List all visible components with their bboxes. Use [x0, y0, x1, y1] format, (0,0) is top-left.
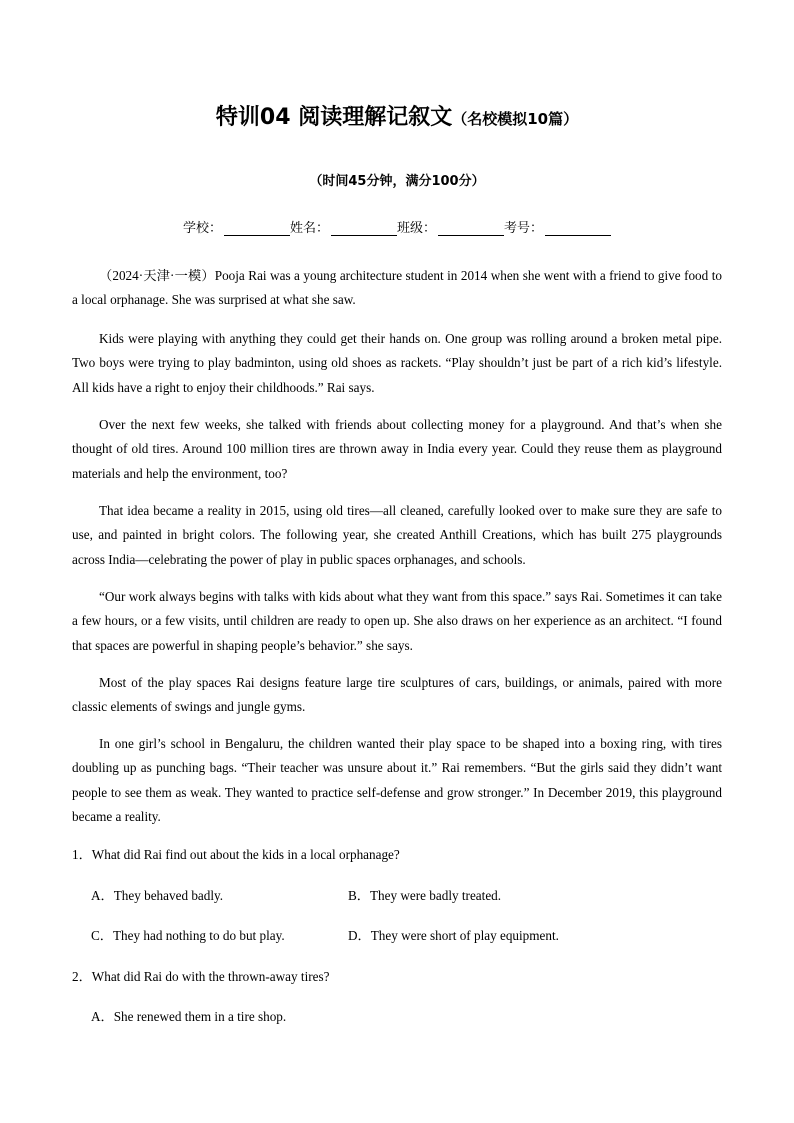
- exam-number-label: 考号：: [504, 221, 544, 236]
- student-info-row: [0, 219, 794, 239]
- page-title: [0, 101, 794, 136]
- passage-paragraph: （2024·天津·一模）Pooja Rai was a young architecture student in 2014 when she went with a friend to give food to a local orphanage. She was surprised at what she saw.: [72, 268, 722, 308]
- question-option[interactable]: C．They had nothing to do but play.: [91, 928, 285, 943]
- passage-paragraph: Kids were playing with anything they could get their hands on. One group was rolling around a broken metal pipe. Two boys were trying to play badminton, using old shoes as rackets. “Play shouldn’t just be part of a rich kid’s lifestyle. All kids have a right to enjoy their childhoods.” Rai says.: [72, 331, 722, 395]
- question-option[interactable]: A．They behaved badly.: [91, 888, 224, 903]
- passage-paragraph: Most of the play spaces Rai designs feature large tire sculptures of cars, buildings, or animals, paired with more classic elements of swings and jungle gyms.: [72, 675, 722, 715]
- title-suffix: （名校模拟10篇）: [452, 110, 579, 128]
- passage-paragraph: That idea became a reality in 2015, using old tires—all cleaned, carefully looked over to make sure they are safe to use, and painted in bright colors. The following year, she created Anthill Creations, which has built 275 playgrounds across India—celebrating the power of play in public spaces orphanages, and schools.: [72, 503, 722, 567]
- school-label: 学校：: [182, 221, 222, 236]
- passage-paragraph: In one girl’s school in Bengaluru, the children wanted their play space to be shaped into a boxing ring, with tires doubling up as punching bags. “Their teacher was unsure about it.” Rai remembers. “But the girls said they didn’t want people to see them as weak. They wanted to practice self-defense and grow stronger.” In December 2019, this playground became a reality.: [72, 736, 722, 824]
- question-option[interactable]: D．They were short of play equipment.: [348, 928, 559, 943]
- title-main: 特训04 阅读理解记叙文: [215, 105, 453, 130]
- question-option[interactable]: B．They were badly treated.: [348, 888, 502, 903]
- school-blank[interactable]: [224, 221, 290, 236]
- question-stem: 1．What did Rai find out about the kids in a local orphanage?: [72, 847, 400, 862]
- exam-time-score: （时间45分钟，满分100分）: [309, 174, 485, 189]
- class-blank[interactable]: [438, 221, 504, 236]
- passage-paragraph: Over the next few weeks, she talked with friends about collecting money for a playground. And that’s when she thought of old tires. Around 100 million tires are thrown away in India every year. Could they reuse them as playground materials and help the environment, too?: [72, 417, 722, 481]
- passage-paragraph: “Our work always begins with talks with kids about what they want from this space.” says Rai. Sometimes it can take a few hours, or a few visits, until children are ready to open up. She also draws on her experience as an architect. “I found that spaces are powerful in shaping people’s behavior.” she says.: [72, 589, 722, 653]
- name-label: 姓名：: [289, 221, 329, 236]
- class-label: 班级：: [397, 221, 437, 236]
- question-option[interactable]: A．She renewed them in a tire shop.: [91, 1009, 287, 1024]
- name-blank[interactable]: [331, 221, 397, 236]
- question-stem: 2．What did Rai do with the thrown-away tires?: [72, 969, 330, 984]
- exam-number-blank[interactable]: [545, 221, 611, 236]
